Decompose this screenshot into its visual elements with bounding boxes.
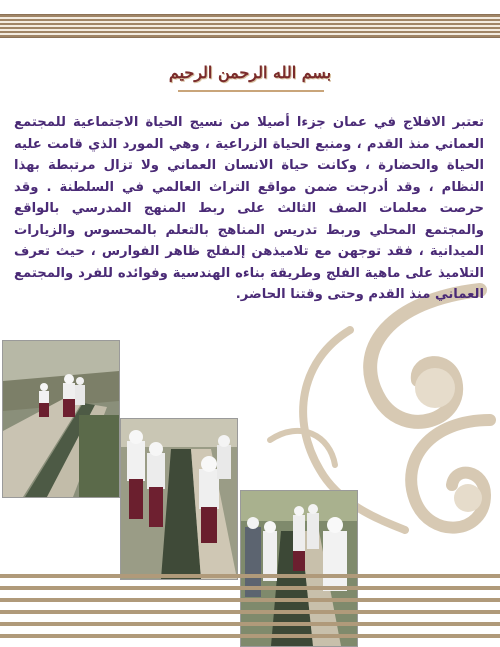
stripe	[0, 622, 500, 626]
bottom-decorative-stripes	[0, 572, 500, 642]
title-underline	[178, 90, 324, 92]
stripe	[0, 634, 500, 638]
stripe	[0, 610, 500, 614]
stripe	[0, 574, 500, 578]
stripe	[0, 586, 500, 590]
body-paragraph: تعتبر الافلاج في عمان جزءا أصيلا من نسيج الحياة الاجتماعية للمجتمع العماني منذ القدم ، ومنبع الحياة الزراعية ، وهي المورد الذي قامت عليه الحياة والحضارة ، وكانت حياة الانسان العماني ولا تزال مرتبطة بهذا النظام ، وقد أدرجت ضمن مواقع التراث العالمي في السلطنة . وقد حرصت معلمات الصف الثالث على ربط المنهج المدرسي بالواقع والمجتمع المحلي وربط تدريس المناهج بالتعلم بالمحسوس والزيارات الميدانية ، فقد توجهن مع تلاميذهن إلىفلج ظاهر الفوارس ، حيث تعرف التلاميذ على ماهية الفلج وطريقة بناءه الهندسية وفوائده للفرد والمجتمع العماني منذ القدم وحتى وقتنا الحاضر.	[14, 115, 484, 302]
top-decorative-band	[0, 14, 500, 38]
photo-falaj-walk	[2, 340, 120, 498]
stripe	[0, 598, 500, 602]
photo-girls-at-channel	[120, 418, 238, 580]
page-title: بسم الله الرحمن الرحيم	[168, 63, 332, 82]
